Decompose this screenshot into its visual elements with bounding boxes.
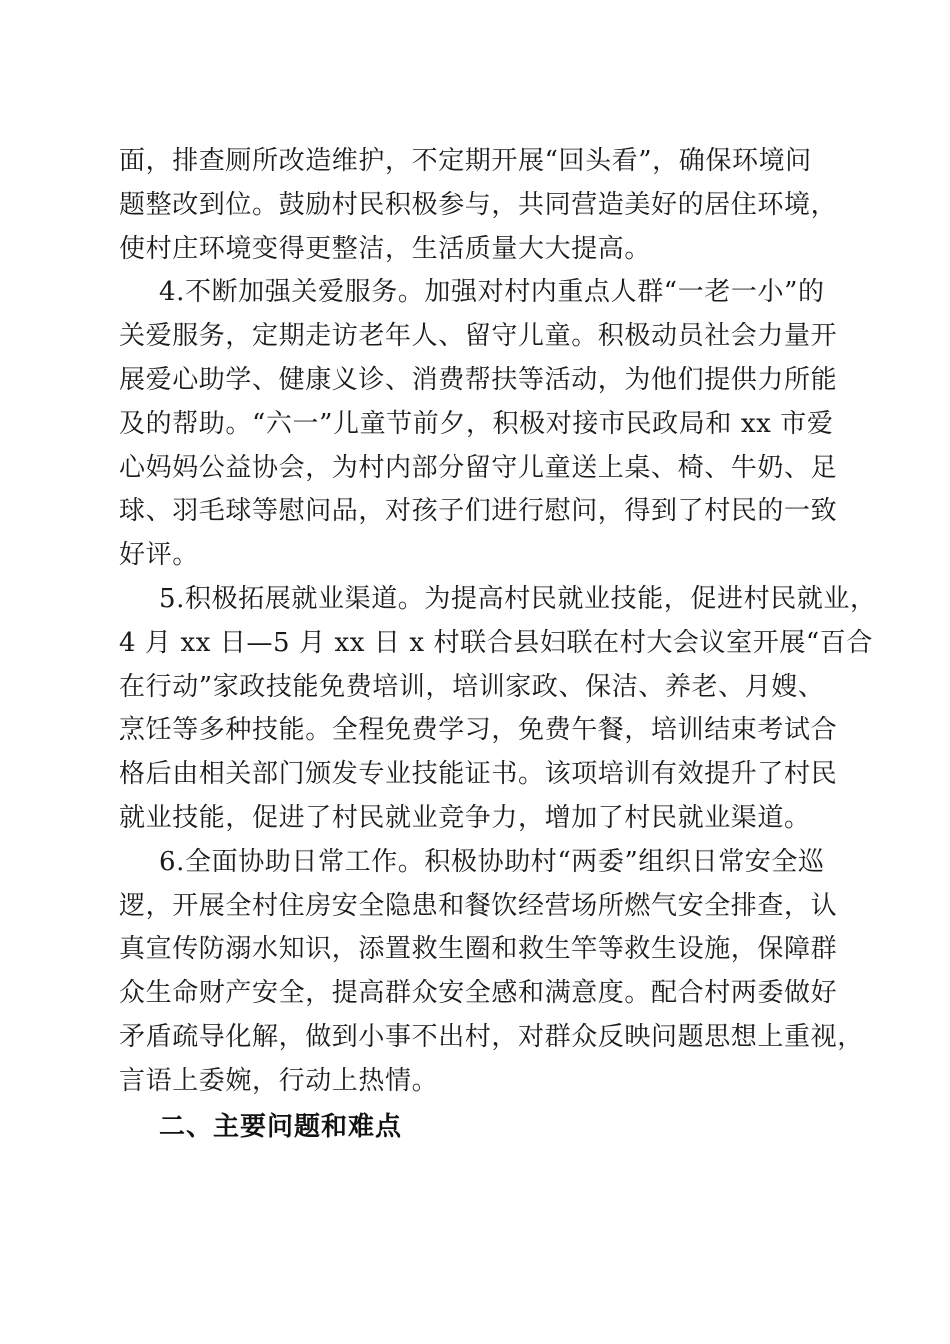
document-body <box>119 140 877 1149</box>
paragraph-line: 烹饪等多种技能。全程免费学习，免费午餐，培训结束考试合 <box>119 715 838 746</box>
paragraph-line: 4 月 xx 日—5 月 xx 日 x 村联合县妇联在村大会议室开展“百合 <box>119 627 874 658</box>
paragraph-line: 众生命财产安全，提高群众安全感和满意度。配合村两委做好 <box>119 978 838 1009</box>
paragraph-line: 面，排查厕所改造维护，不定期开展“回头看”，确保环境问 <box>119 146 812 176</box>
paragraph-line: 题整改到位。鼓励村民积极参与，共同营造美好的居住环境， <box>119 189 838 220</box>
paragraph-line: 言语上委婉，行动上热情。 <box>119 1065 439 1096</box>
paragraph-line: 格后由相关部门颁发专业技能证书。该项培训有效提升了村民 <box>119 759 838 790</box>
paragraph-line: 及的帮助。“六一”儿童节前夕，积极对接市民政局和 xx 市爱 <box>119 408 834 439</box>
paragraph-daily-work <box>119 841 864 1104</box>
paragraph-line: 球、羽毛球等慰问品，对孩子们进行慰问，得到了村民的一致 <box>119 496 838 527</box>
paragraph-line: 就业技能，促进了村民就业竞争力，增加了村民就业渠道。 <box>119 802 811 833</box>
section-heading: 二、主要问题和难点 <box>159 1111 403 1142</box>
paragraph-line: 好评。 <box>119 540 199 571</box>
paragraph-line: 4.不断加强关爱服务。加强对村内重点人群“一老一小”的 <box>159 277 825 308</box>
paragraph-line: 心妈妈公益协会，为村内部分留守儿童送上桌、椅、牛奶、足 <box>119 452 838 483</box>
paragraph-continuation <box>119 140 838 271</box>
paragraph-line: 在行动”家政技能免费培训，培训家政、保洁、养老、月嫂、 <box>119 671 825 702</box>
paragraph-line: 逻，开展全村住房安全隐患和餐饮经营场所燃气安全排查，认 <box>119 890 838 921</box>
paragraph-line: 真宣传防溺水知识，添置救生圈和救生竿等救生设施，保障群 <box>119 934 838 965</box>
paragraph-line: 6.全面协助日常工作。积极协助村“两委”组织日常安全巡 <box>159 846 825 877</box>
paragraph-line: 使村庄环境变得更整洁，生活质量大大提高。 <box>119 233 652 264</box>
paragraph-line: 矛盾疏导化解，做到小事不出村，对群众反映问题思想上重视， <box>119 1021 864 1052</box>
paragraph-employment <box>119 578 877 841</box>
paragraph-line: 展爱心助学、健康义诊、消费帮扶等活动，为他们提供力所能 <box>119 364 838 395</box>
paragraph-line: 关爱服务，定期走访老年人、留守儿童。积极动员社会力量开 <box>119 321 838 352</box>
paragraph-care-services <box>119 271 838 578</box>
paragraph-line: 5.积极拓展就业渠道。为提高村民就业技能，促进村民就业， <box>159 583 877 614</box>
